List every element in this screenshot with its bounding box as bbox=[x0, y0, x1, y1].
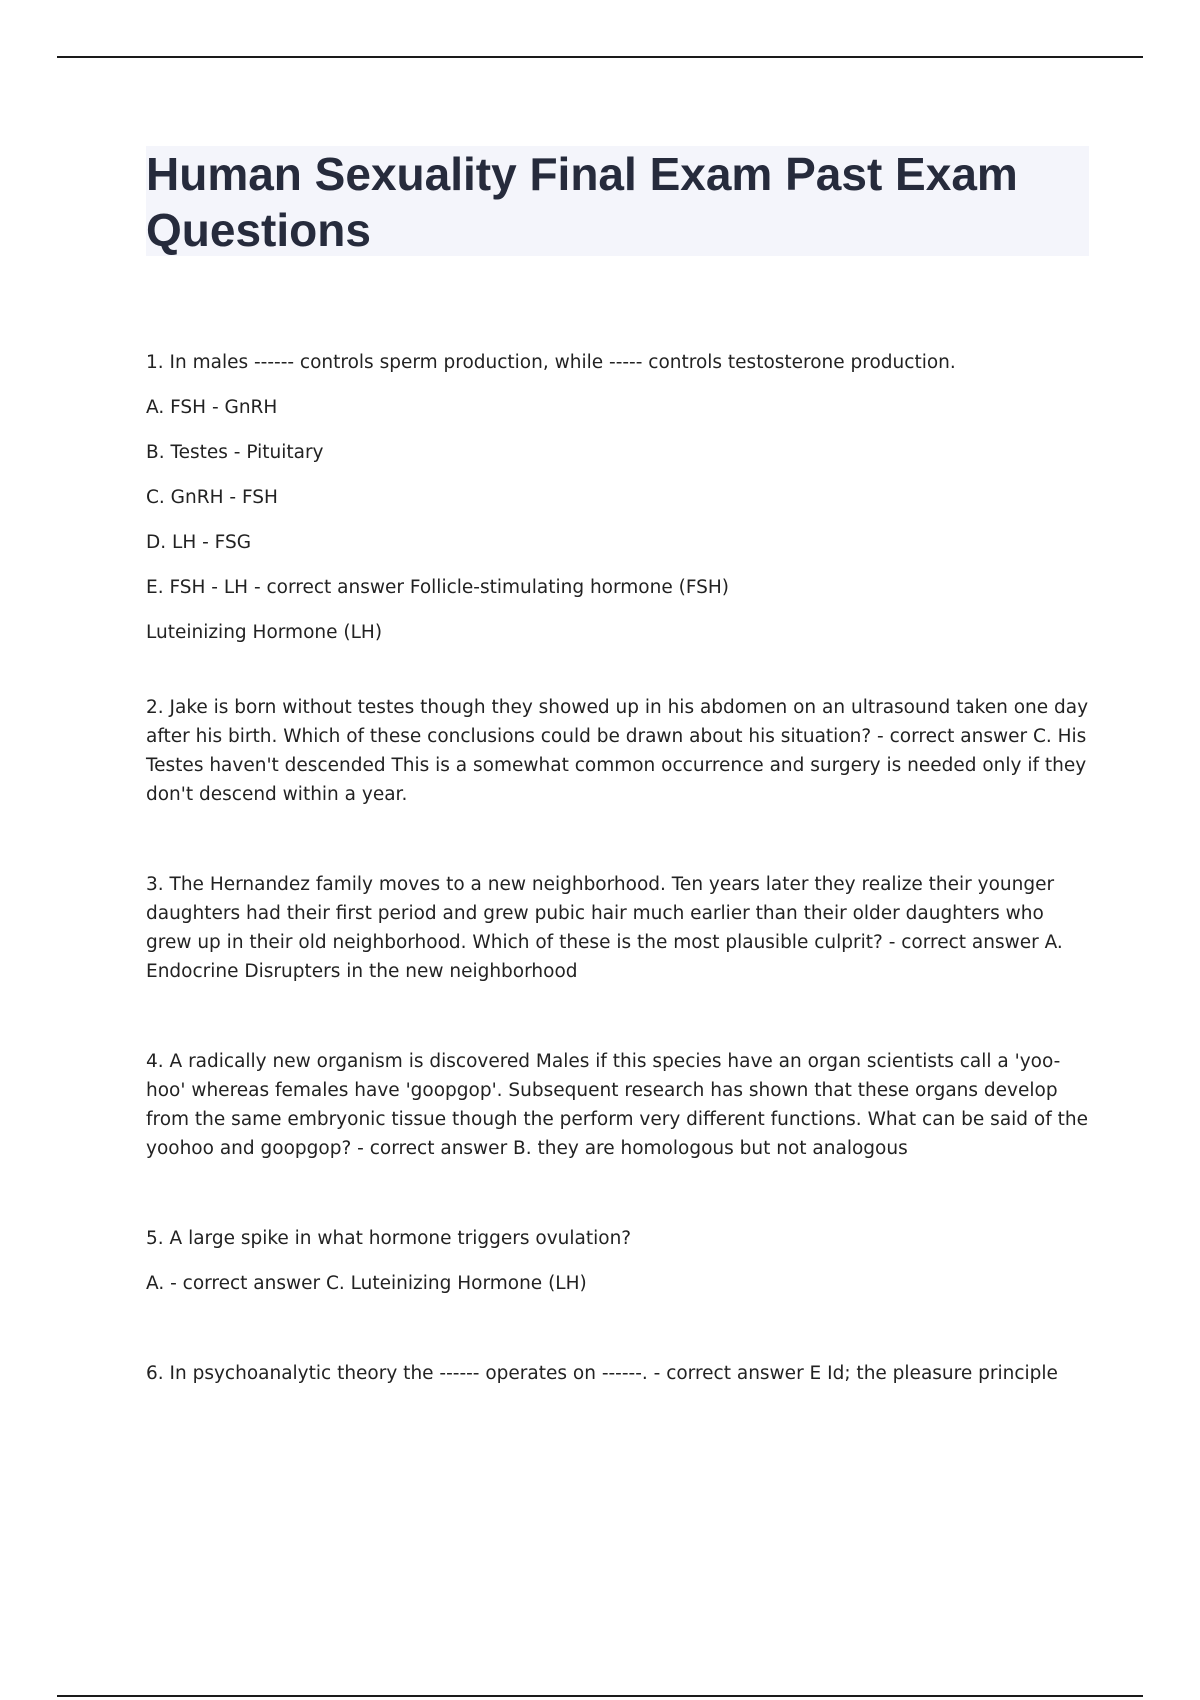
question-2-text: 2. Jake is born without testes though they showed up in his abdomen on an ultrasound taken one day after his birth. Which of these conclusions could be drawn about his situation? - correct answer C. His Testes haven't descended This is a somewhat common occurrence and surgery is needed only if they don't descend within a year. bbox=[146, 697, 1089, 805]
question-list bbox=[146, 348, 1092, 1388]
question-6 bbox=[146, 1359, 1092, 1388]
question-1-stem: 1. In males ------ controls sperm production, while ----- controls testosterone production. bbox=[146, 352, 956, 373]
question-1-answer-note: Luteinizing Hormone (LH) bbox=[146, 622, 383, 643]
question-3 bbox=[146, 870, 1092, 986]
question-1-option-d: D. LH - FSG bbox=[146, 532, 252, 553]
bottom-rule bbox=[57, 1695, 1143, 1697]
title-box bbox=[146, 146, 1089, 256]
question-4-text: 4. A radically new organism is discovered Males if this species have an organ scientists call a 'yoo-hoo' whereas females have 'goopgop'. Subsequent research has shown that these organs develop from the same embryonic tissue though the perform very different functions. What can be said of the yoohoo and goopgop? - correct answer B. they are homologous but not analogous bbox=[146, 1051, 1088, 1159]
question-5 bbox=[146, 1224, 1092, 1298]
question-4 bbox=[146, 1047, 1092, 1163]
question-3-text: 3. The Hernandez family moves to a new neighborhood. Ten years later they realize their younger daughters had their first period and grew pubic hair much earlier than their older daughters who grew up in their old neighborhood. Which of these is the most plausible culprit? - correct answer A. Endocrine Disrupters in the new neighborhood bbox=[146, 874, 1063, 982]
question-1-option-e: E. FSH - LH - correct answer Follicle-stimulating hormone (FSH) bbox=[146, 577, 730, 598]
question-5-answer: A. - correct answer C. Luteinizing Hormone (LH) bbox=[146, 1273, 587, 1294]
question-1-option-a: A. FSH - GnRH bbox=[146, 397, 278, 418]
top-rule bbox=[57, 56, 1143, 58]
page-title: Human Sexuality Final Exam Past Exam Questions bbox=[146, 148, 1018, 256]
question-1-option-c: C. GnRH - FSH bbox=[146, 487, 278, 508]
question-6-text: 6. In psychoanalytic theory the ------ operates on ------. - correct answer E Id; the pleasure principle bbox=[146, 1363, 1058, 1384]
question-1-option-b: B. Testes - Pituitary bbox=[146, 442, 324, 463]
question-2 bbox=[146, 693, 1092, 809]
question-5-stem: 5. A large spike in what hormone triggers ovulation? bbox=[146, 1228, 632, 1249]
question-1 bbox=[146, 348, 1092, 647]
